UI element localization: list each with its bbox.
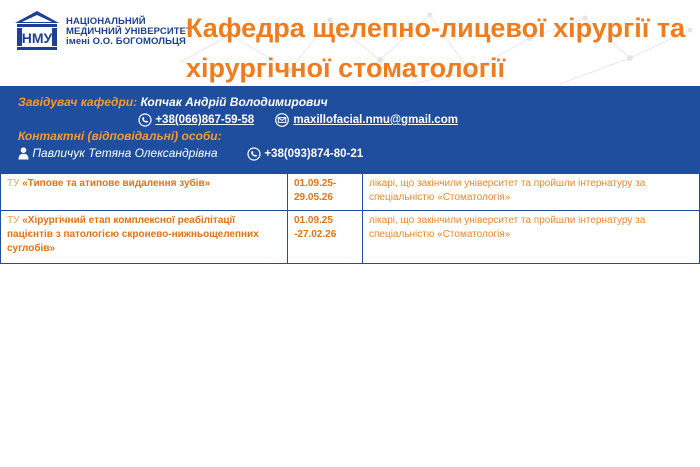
page-title-line-2: хірургічної стоматології <box>186 53 506 83</box>
courses-table <box>0 173 700 264</box>
course-audience-cell: лікарі, що закінчили університет та пройшли інтернатуру за спеціальністю «Стоматологія» <box>363 174 700 211</box>
head-label: Завідувач кафедри: <box>18 95 138 109</box>
phone-icon <box>247 147 261 161</box>
contact-name: Павличук Тетяна Олександрівна <box>32 146 218 160</box>
department-info-panel <box>0 86 700 173</box>
course-dates-cell <box>288 211 363 264</box>
table-row <box>1 211 700 264</box>
contacts-label: Контактні (відповідальні) особи: <box>18 129 222 143</box>
course-date-start: 01.09.25 <box>294 215 333 226</box>
svg-text:НМУ: НМУ <box>21 30 53 46</box>
page-title-line-1: Кафедра щелепно-лицевої хірургії та <box>186 13 686 43</box>
contact-phone: +38(093)874-80-21 <box>264 148 364 160</box>
course-date-end: 29.05.26 <box>294 192 333 203</box>
course-prefix: ТУ <box>7 215 20 226</box>
logo-line-1: НАЦІОНАЛЬНИЙ <box>66 16 146 27</box>
course-title: «Типове та атипове видалення зубів» <box>22 178 211 189</box>
course-dates-cell <box>288 174 363 211</box>
contact-person-row <box>18 146 218 160</box>
course-prefix: ТУ <box>7 178 20 189</box>
email-row <box>274 112 458 127</box>
head-row <box>18 95 328 109</box>
table-row <box>1 174 700 211</box>
email-link[interactable]: maxillofacial.nmu@gmail.com <box>293 114 458 126</box>
course-title-cell <box>1 174 288 211</box>
logo-line-3: імені О.О. БОГОМОЛЬЦЯ <box>66 36 186 47</box>
university-logo <box>14 10 192 52</box>
contacts-label-row <box>18 129 222 143</box>
page-title <box>186 8 696 88</box>
logo-wordmark <box>66 17 192 47</box>
phone-icon <box>138 113 152 127</box>
head-phone-link[interactable]: +38(066)867-59-58 <box>155 114 255 126</box>
email-icon <box>274 113 290 127</box>
course-date-start: 01.09.25- <box>294 178 337 189</box>
head-name: Копчак Андрій Володимирович <box>140 95 328 109</box>
logo-line-2: МЕДИЧНИЙ УНІВЕРСИТЕТ <box>66 26 193 37</box>
course-audience-cell: лікарі, що закінчили університет та пройшли інтернатуру за спеціальністю «Стоматологія» <box>363 211 700 264</box>
course-title: «Хірургічний етап комплексної реабілітації пацієнтів з патологією скронево-нижньощелепних суглобів» <box>7 215 259 254</box>
contact-phone-row <box>247 146 363 161</box>
course-date-end: -27.02.26 <box>294 229 337 240</box>
course-title-cell <box>1 211 288 264</box>
person-icon <box>18 147 29 160</box>
head-phone-row <box>138 112 254 127</box>
nmu-emblem-icon <box>14 10 60 52</box>
